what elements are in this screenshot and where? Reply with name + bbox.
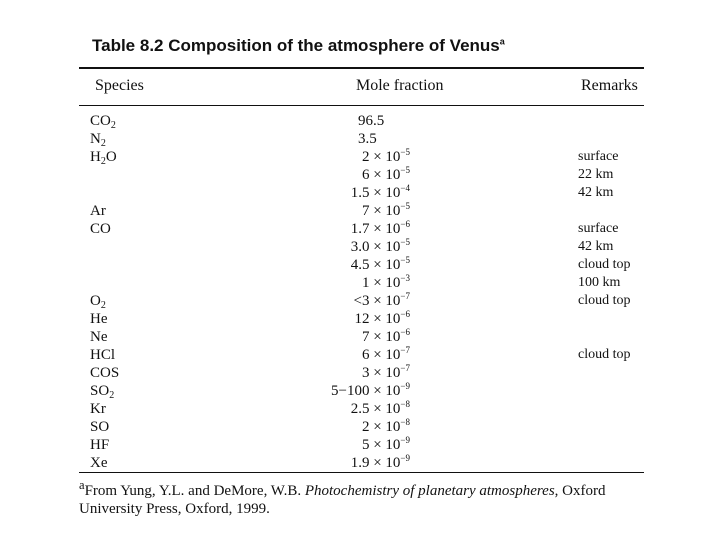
table-title [92,36,505,56]
mole-fraction-exponent: −4 [400,183,410,193]
remarks-cell: surface [578,221,619,236]
species-cell [90,454,108,472]
species-name: HF [90,437,110,453]
mole-fraction-value: 96.5 [358,113,385,129]
mole-fraction-cell [250,292,410,311]
mole-fraction-value: 1.9 × 10 [350,455,401,471]
species-name: He [90,311,108,327]
species-cell [90,364,119,382]
mole-fraction-cell [250,400,410,419]
mole-fraction-cell [250,328,410,347]
mole-fraction-cell [250,454,410,473]
species-cell [90,202,106,220]
mole-fraction-exponent: −5 [400,201,410,211]
species-name: SO [90,419,110,435]
species-subscript: 2 [110,120,116,131]
table-row [0,364,720,382]
mole-fraction-exponent: −5 [400,165,410,175]
mole-fraction-value: 2.5 × 10 [350,401,401,417]
mole-fraction-cell [250,184,410,203]
mole-fraction-value: 3.0 × 10 [350,239,401,255]
remarks-cell: cloud top [578,347,631,362]
mole-fraction-exponent: −5 [400,255,410,265]
mole-fraction-value: 3.5 [358,131,377,147]
remarks-cell: cloud top [578,257,631,272]
mole-fraction-cell [250,256,410,275]
species-name: COS [90,365,120,381]
table-row [0,112,720,130]
mole-fraction-exponent: −7 [400,345,410,355]
species-cell [90,328,108,346]
species-subscript: 2 [100,300,106,311]
table-row [0,148,720,166]
species-name: H [90,149,101,165]
source-footnote [79,476,659,518]
mole-fraction-cell [250,202,410,221]
footnote-book-title: Photochemistry of planetary atmospheres [304,483,555,499]
mole-fraction-value: 3 × 10 [361,365,401,381]
table-row [0,382,720,400]
table-row [0,130,720,148]
header-remarks: Remarks [581,77,638,94]
mole-fraction-value: 1 × 10 [361,275,401,291]
footnote-mark: a [79,478,85,492]
mole-fraction-exponent: −9 [400,381,410,391]
mole-fraction-value: 5−100 × 10 [331,383,401,399]
species-name: CO [90,221,111,237]
table-row [0,418,720,436]
species-cell [90,112,116,132]
table-row [0,202,720,220]
species-cell [90,220,111,238]
table-row [0,328,720,346]
mole-fraction-exponent: −5 [400,237,410,247]
species-name: Ar [90,203,106,219]
mole-fraction-cell [250,238,410,257]
species-name: CO [90,113,111,129]
mole-fraction-value: 4.5 × 10 [350,257,401,273]
species-cell [90,436,109,454]
remarks-cell: 22 km [578,167,614,182]
table-row [0,436,720,454]
mole-fraction-exponent: −6 [400,327,410,337]
mole-fraction-cell [250,166,410,185]
table-row [0,310,720,328]
mole-fraction-exponent: −6 [400,309,410,319]
mole-fraction-cell [250,418,410,437]
remarks-cell: 42 km [578,185,614,200]
footnote-text-post: , Oxford University Press, Oxford, 1999. [79,483,606,517]
species-cell [90,310,108,328]
top-rule [79,67,644,69]
species-subscript: 2 [100,138,106,149]
species-cell [90,382,114,402]
mole-fraction-exponent: −5 [400,147,410,157]
mole-fraction-exponent: −9 [400,453,410,463]
table-row [0,166,720,184]
mole-fraction-cell [250,346,410,365]
mole-fraction-exponent: −7 [400,291,410,301]
species-name: Kr [90,401,106,417]
mole-fraction-cell [250,382,410,401]
table-row [0,238,720,256]
species-name: HCl [90,347,116,363]
footnote-text-pre: From Yung, Y.L. and DeMore, W.B. [84,483,305,499]
mole-fraction-value: 2 × 10 [361,419,401,435]
species-cell [90,418,109,436]
mole-fraction-value: 1.7 × 10 [350,221,401,237]
mole-fraction-value: 7 × 10 [361,203,401,219]
table-row [0,220,720,238]
species-subscript: 2 [109,390,115,401]
title-footnote-mark: a [499,36,505,47]
species-cell [90,346,115,364]
mole-fraction-cell [250,148,410,167]
table-row [0,274,720,292]
header-species: Species [95,77,144,94]
table-row [0,292,720,310]
mole-fraction-exponent: −3 [400,273,410,283]
table-row [0,346,720,364]
table-row [0,184,720,202]
mole-fraction-value: 1.5 × 10 [350,185,401,201]
mole-fraction-value: 5 × 10 [361,437,401,453]
mole-fraction-value: 7 × 10 [361,329,401,345]
mole-fraction-exponent: −8 [400,399,410,409]
remarks-cell: 100 km [578,275,621,290]
mole-fraction-cell [358,112,384,130]
mole-fraction-exponent: −9 [400,435,410,445]
species-name: Ne [90,329,108,345]
mole-fraction-cell [250,310,410,329]
mole-fraction-value: 2 × 10 [361,149,401,165]
mole-fraction-value: 12 × 10 [354,311,401,327]
mole-fraction-cell [250,274,410,293]
species-name: SO [90,383,110,399]
header-mole-fraction: Mole fraction [356,77,444,94]
mole-fraction-value: <3 × 10 [353,293,401,309]
species-cell [90,130,106,150]
table-row [0,454,720,472]
mole-fraction-exponent: −6 [400,219,410,229]
table-row [0,256,720,274]
species-subscript: 2 [100,156,106,167]
species-cell [90,148,117,168]
table-title-text: Composition of the atmosphere of Venus [168,36,500,55]
mole-fraction-cell [250,364,410,383]
mole-fraction-cell [250,220,410,239]
table-label: Table 8.2 [92,36,164,55]
header-rule [79,105,644,106]
species-cell [90,400,106,418]
species-name-tail: O [105,149,117,165]
mole-fraction-exponent: −7 [400,363,410,373]
mole-fraction-exponent: −8 [400,417,410,427]
species-name: Xe [90,455,108,471]
remarks-cell: 42 km [578,239,614,254]
bottom-rule [79,472,644,473]
mole-fraction-value: 6 × 10 [361,347,401,363]
mole-fraction-cell [358,130,377,148]
remarks-cell: surface [578,149,619,164]
remarks-cell: cloud top [578,293,631,308]
mole-fraction-value: 6 × 10 [361,167,401,183]
species-name: N [90,131,101,147]
species-name: O [90,293,101,309]
species-cell [90,292,106,312]
mole-fraction-cell [250,436,410,455]
table-row [0,400,720,418]
